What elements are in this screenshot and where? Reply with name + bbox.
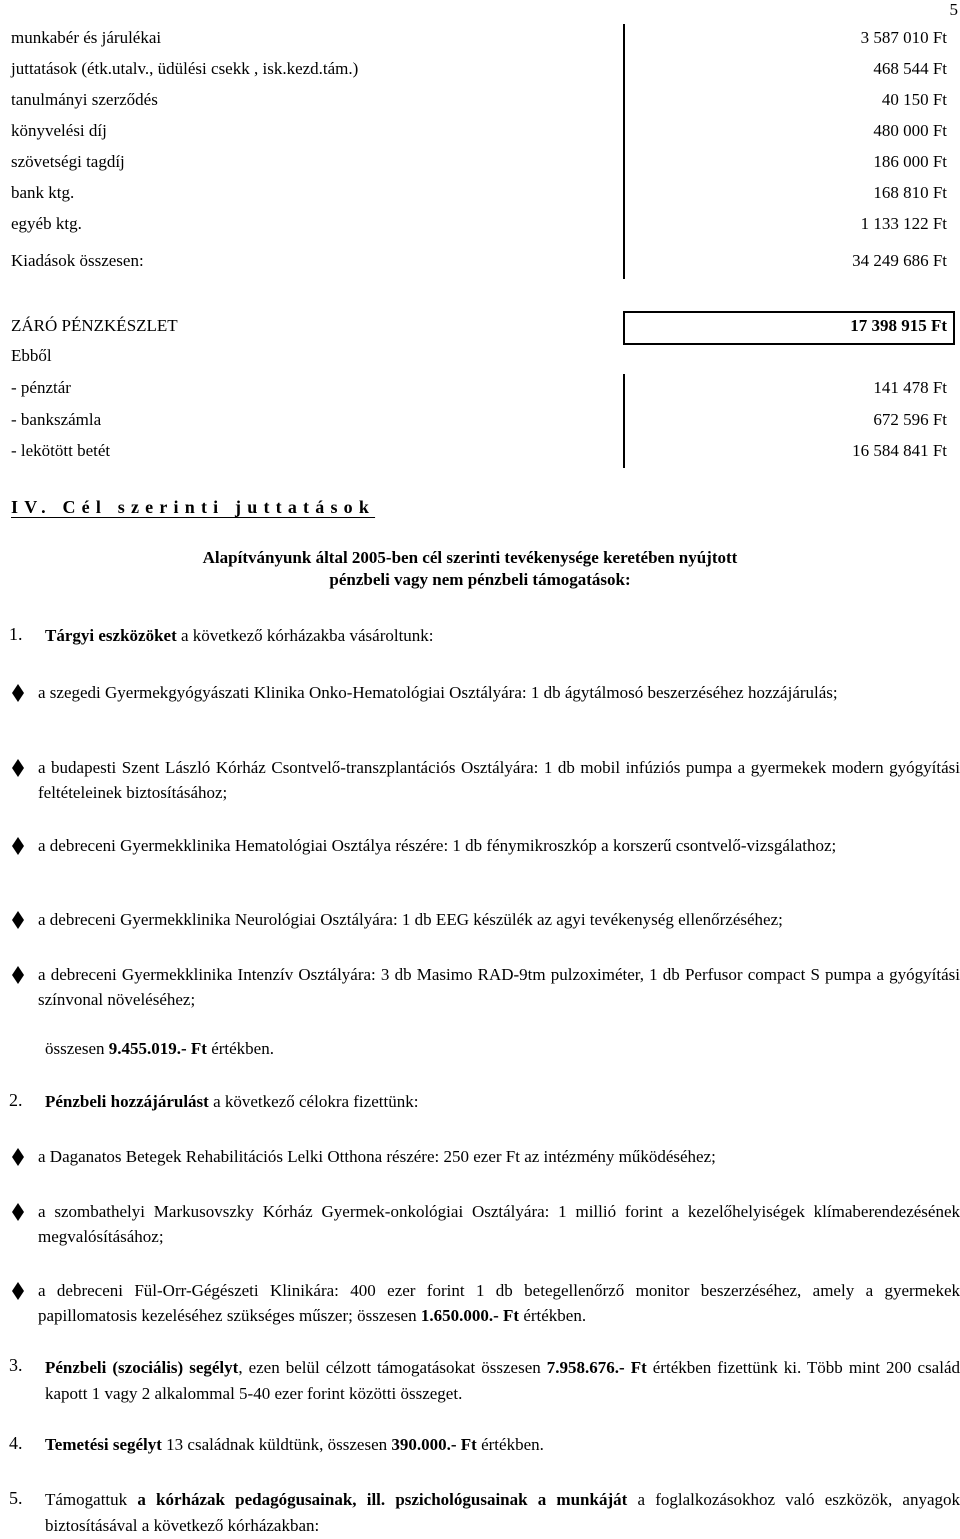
expense-amount: 1 133 122 Ft [860,214,947,233]
item-number: 5. [9,1488,23,1508]
expenses-total-label: Kiadások összesen: [11,251,144,270]
paragraph-bold: Pénzbeli (szociális) segélyt [45,1358,239,1377]
list-item [38,1278,960,1328]
list-item: a debreceni Gyermekklinika Neurológiai Osztályára: 1 db EEG készülék az agyi tevékenység ellenőrzéséhez; [38,910,783,929]
diamond-bullet-icon [8,836,28,856]
item-paragraph [45,1355,960,1407]
heading-text: a következő célokra fizettünk: [208,1092,419,1111]
breakdown-row [11,406,955,437]
breakdown-amount: 672 596 Ft [873,410,947,429]
expense-label: bank ktg. [11,183,75,202]
intro-line: Alapítványunk által 2005-ben cél szerinti tevékenysége keretében nyújtott [202,548,738,567]
heading-bold: Tárgyi eszközöket [45,626,177,645]
expense-row [11,86,955,117]
expense-amount: 168 810 Ft [873,183,947,202]
list-item: a debreceni Gyermekklinika Hematológiai Osztálya részére: 1 db fénymikroszkóp a korszerű csontvelő-vizsgálathoz; [38,836,837,855]
expense-label: tanulmányi szerződés [11,90,158,109]
closing-balance-row [11,311,955,342]
item-number: 1. [9,624,23,644]
paragraph-amount: 7.958.676.- Ft [546,1358,647,1377]
expense-label: egyéb ktg. [11,214,82,233]
paragraph-bold: a kórházak pedagógusainak, ill. pszichológusainak a munkáját [137,1490,628,1509]
paragraph-bold: Temetési segélyt [45,1435,162,1454]
list-item: a Daganatos Betegek Rehabilitációs Lelki Otthona részére: 250 ezer Ft az intézmény működéséhez; [38,1147,716,1166]
expense-label: szövetségi tagdíj [11,152,125,171]
list-item: a debreceni Gyermekklinika Intenzív Osztályára: 3 db Masimo RAD-9tm pulzoximéter, 1 db Perfusor compact S pumpa a gyógyítási színvonal növeléséhez; [38,965,960,1009]
total-text: összesen [45,1039,109,1058]
diamond-bullet-icon [8,1202,28,1222]
item-total [45,1039,274,1059]
paragraph-text: , ezen belül célzott támogatásokat összesen [238,1358,547,1377]
item-paragraph [45,1487,960,1539]
closing-balance-label: ZÁRÓ PÉNZKÉSZLET [11,316,178,335]
list-item-text: értékben. [519,1306,587,1325]
expense-row [11,210,955,241]
expense-row [11,24,955,55]
diamond-bullet-icon [8,683,28,703]
expense-label: munkabér és járulékai [11,28,162,47]
item-number: 4. [9,1433,23,1453]
paragraph-text: Támogattuk [45,1490,138,1509]
expenses-total-row [11,247,955,278]
expense-amount: 186 000 Ft [873,152,947,171]
paragraph-text: értékben. [476,1435,544,1454]
closing-of-row [11,342,955,373]
expense-amount: 40 150 Ft [881,90,947,109]
expense-label: könyvelési díj [11,121,107,140]
diamond-bullet-icon [8,910,28,930]
section-intro [0,547,960,591]
intro-line: pénzbeli vagy nem pénzbeli támogatások: [329,570,631,589]
expense-row [11,179,955,210]
breakdown-label: - bankszámla [11,410,102,429]
item-paragraph [45,1435,544,1455]
closing-of-label: Ebből [11,346,52,365]
breakdown-label: - lekötött betét [11,441,111,460]
item-number: 3. [9,1355,23,1375]
item-heading [45,1092,418,1112]
page-number: 5 [949,0,958,19]
breakdown-row [11,437,955,468]
list-item-amount: 1.650.000.- Ft [420,1306,520,1325]
paragraph-amount: 390.000.- Ft [391,1435,477,1454]
expense-row [11,117,955,148]
expense-row [11,148,955,179]
diamond-bullet-icon [8,1147,28,1167]
total-amount: 9.455.019.- Ft [108,1039,207,1058]
expense-label: juttatások (étk.utalv., üdülési csekk , isk.kezd.tám.) [11,59,359,78]
item-heading [45,626,434,646]
diamond-bullet-icon [8,965,28,985]
total-text: értékben. [206,1039,274,1058]
expense-row [11,55,955,86]
heading-text: a következő kórházakba vásároltunk: [176,626,434,645]
expense-amount: 3 587 010 Ft [860,28,947,47]
list-item-text: a debreceni Fül-Orr-Gégészeti Klinikára: 400 ezer forint 1 db betegellenőrző monitor beszerzéséhez, amely a gyermekek papillomatosis kezeléséhez szükséges műszer; összesen [38,1281,960,1325]
expenses-total-amount: 34 249 686 Ft [852,251,947,270]
diamond-bullet-icon [8,1281,28,1301]
list-item: a budapesti Szent László Kórház Csontvelő-transzplantációs Osztályára: 1 db mobil infúziós pumpa a gyermekek modern gyógyítási feltételeinek biztosításához; [38,758,960,802]
paragraph-text: 13 családnak küldtünk, összesen [161,1435,392,1454]
breakdown-label: - pénztár [11,378,71,397]
breakdown-amount: 141 478 Ft [873,378,947,397]
diamond-bullet-icon [8,758,28,778]
breakdown-amount: 16 584 841 Ft [852,441,947,460]
closing-balance-amount: 17 398 915 Ft [850,316,947,335]
heading-bold: Pénzbeli hozzájárulást [45,1092,209,1111]
breakdown-row [11,374,955,405]
paragraph-text: értékben fizettünk ki. Több mint 200 család kapott 1 vagy 2 alkalommal 5-40 ezer forint közötti összeget. [45,1358,960,1403]
item-number: 2. [9,1090,23,1110]
expense-amount: 480 000 Ft [873,121,947,140]
section-title: IV. Cél szerinti juttatások [11,497,376,517]
paragraph-text: a foglalkozásokhoz való eszközök, anyagok biztosításával a következő kórházakban: [45,1490,960,1535]
list-item: a szegedi Gyermekgyógyászati Klinika Onko-Hematológiai Osztályára: 1 db ágytálmosó beszerzéséhez hozzájárulás; [38,683,838,702]
list-item: a szombathelyi Markusovszky Kórház Gyermek-onkológiai Osztályára: 1 millió forint a kezelőhelyiségek klímaberendezésének megvalósításához; [38,1202,960,1246]
expense-amount: 468 544 Ft [873,59,947,78]
